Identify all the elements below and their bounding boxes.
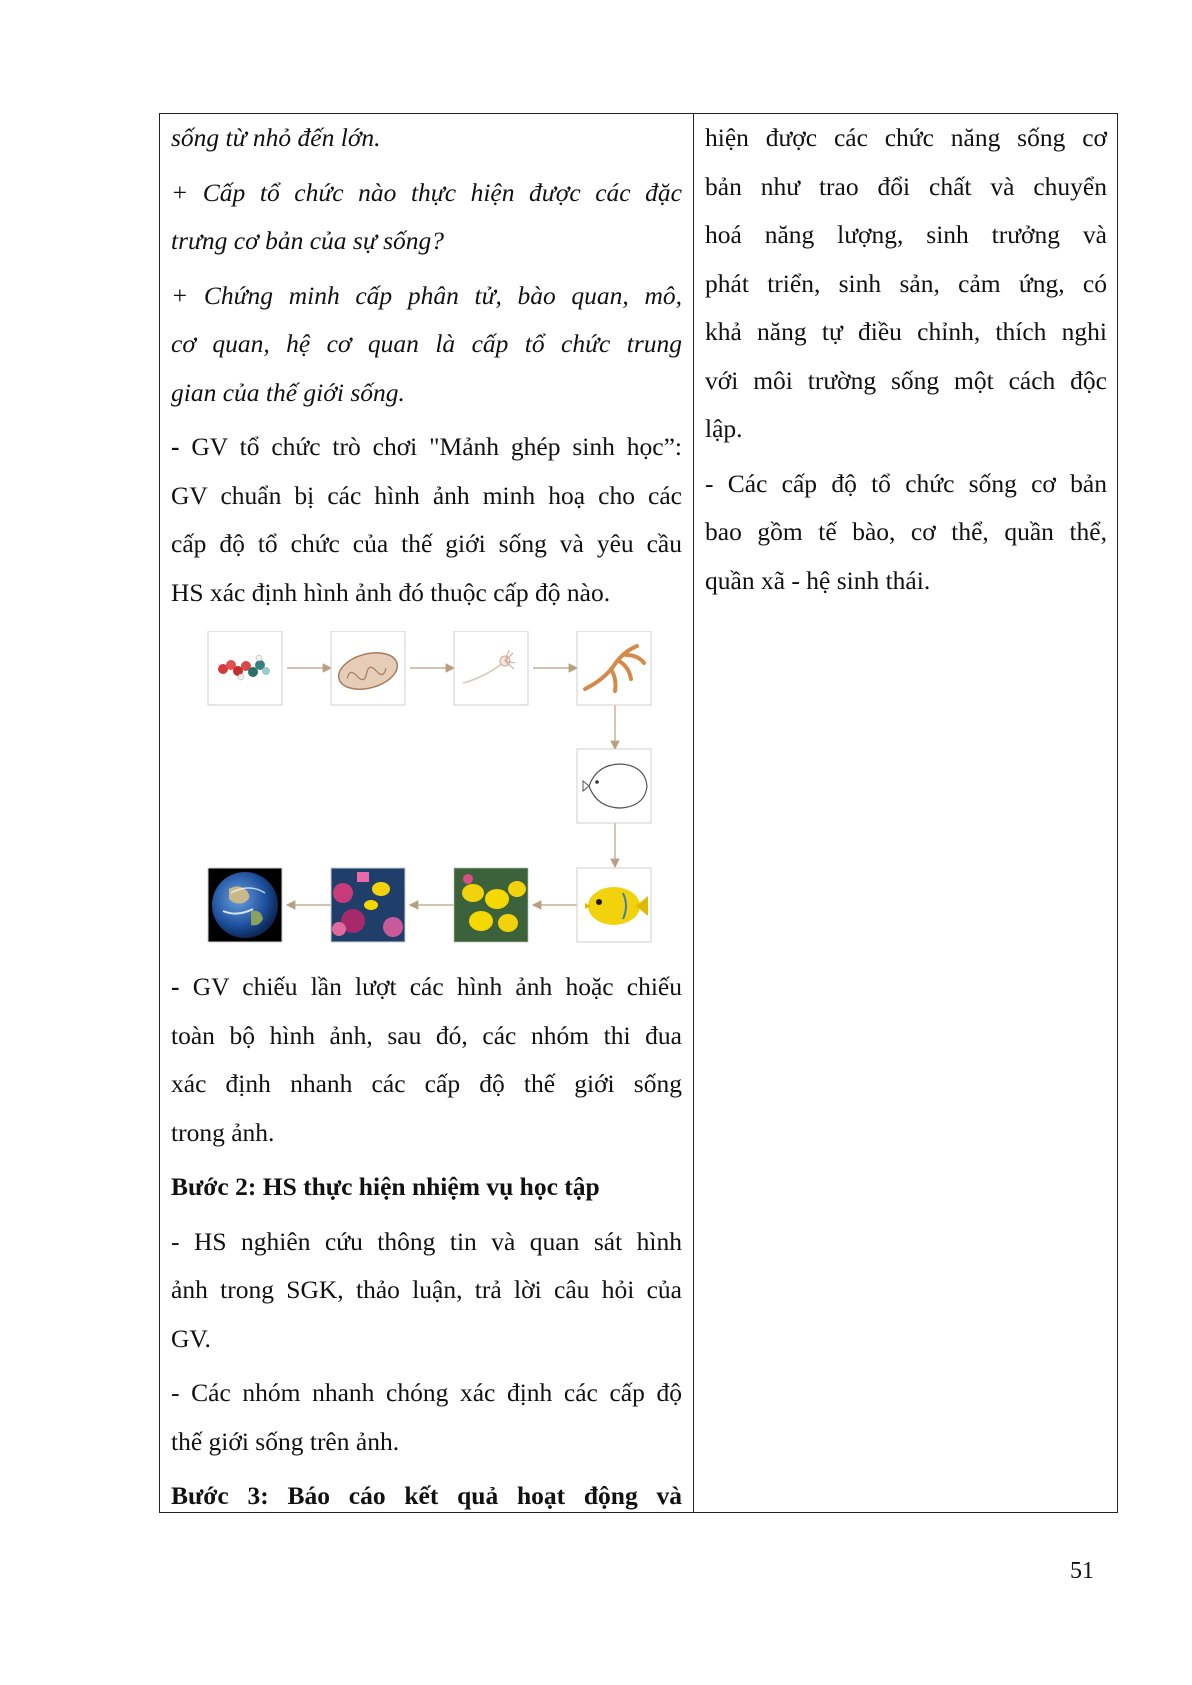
paragraph-line: bao gồm tế bào, cơ thể, quần thể, [705, 517, 1107, 546]
step-2-heading: Bước 2: HS thực hiện nhiệm vụ học tập [171, 1172, 600, 1201]
left-column [171, 114, 682, 1521]
paragraph-line [171, 423, 682, 472]
paragraph-line: toàn bộ hình ảnh, sau đó, các nhóm thi đua [171, 1020, 682, 1050]
mitochondrion-icon [331, 631, 405, 705]
paragraph-line: - HS nghiên cứu thông tin và quan sát hình [171, 1226, 682, 1256]
paragraph-line: GV. [171, 1323, 211, 1353]
step-3-heading: Bước 3: Báo cáo kết quả hoạt động và [171, 1481, 682, 1510]
paragraph-line: - Các cấp độ tổ chức sống cơ bản [705, 468, 1107, 498]
text-line: sống từ nhỏ đến lớn. [171, 123, 381, 152]
paragraph-line: khả năng tự điều chỉnh, thích nghi [705, 317, 1107, 346]
paragraph-line: bản như trao đổi chất và chuyển [705, 171, 1107, 201]
paragraph-line: hiện được các chức năng sống cơ [705, 123, 1107, 152]
fish-yellow-icon [577, 868, 651, 942]
paragraph-line: HS xác định hình ảnh đó thuộc cấp độ nào. [171, 577, 611, 607]
column-divider [693, 114, 694, 1512]
neuron-cell-icon [454, 631, 528, 705]
paragraph-line: với môi trường sống một cách độc [705, 365, 1107, 395]
question-line: + Cấp tổ chức nào thực hiện được các đặc [171, 177, 682, 207]
dash-marker: - [171, 972, 193, 1001]
paragraph-line: trong ảnh. [171, 1117, 275, 1147]
paragraph-line: quần xã - hệ sinh thái. [705, 565, 931, 595]
paragraph-line: ảnh trong SGK, thảo luận, trả lời câu hỏi của [171, 1275, 682, 1304]
paragraph-line: GV chuẩn bị các hình ảnh minh hoạ cho các [171, 480, 682, 510]
figure-graphic [171, 631, 682, 961]
content-table [159, 113, 1118, 1513]
paragraph-line: hoá năng lượng, sinh trưởng và [705, 220, 1107, 249]
question-line: cơ quan, hệ cơ quan là cấp tổ chức trung [171, 329, 682, 358]
earth-icon [208, 868, 282, 942]
question-line: + Chứng minh cấp phân tử, bào quan, mô, [171, 280, 682, 310]
page-number: 51 [1070, 1558, 1094, 1584]
paragraph-text: GV tổ chức trò chơi "Mảnh ghép sinh học”: [191, 432, 682, 461]
paragraph-line: thế giới sống trên ảnh. [171, 1426, 400, 1456]
paragraph-text: GV chiếu lần lượt các hình ảnh hoặc chiếu [192, 972, 682, 1001]
paragraph-line: cấp độ tổ chức của thế giới sống và yêu cầu [171, 529, 682, 558]
paragraph-line: - Các nhóm nhanh chóng xác định các cấp độ [171, 1378, 682, 1407]
levels-of-organization-figure [171, 631, 682, 961]
paragraph-line: phát triển, sinh sản, cảm ứng, có [705, 268, 1107, 298]
coral-reef-icon [331, 868, 405, 942]
tissue-icon [577, 631, 651, 705]
question-line: trưng cơ bản của sự sống? [171, 226, 445, 255]
molecule-icon [208, 631, 282, 705]
right-column [705, 114, 1107, 605]
dash-marker: - [171, 432, 192, 461]
fish-school-icon [454, 868, 528, 942]
paragraph-line [171, 963, 682, 1012]
fish-outline-icon [577, 749, 651, 823]
question-line: gian của thế giới sống. [171, 377, 405, 407]
paragraph-line: lập. [705, 414, 743, 443]
paragraph-line: xác định nhanh các cấp độ thế giới sống [171, 1069, 682, 1098]
